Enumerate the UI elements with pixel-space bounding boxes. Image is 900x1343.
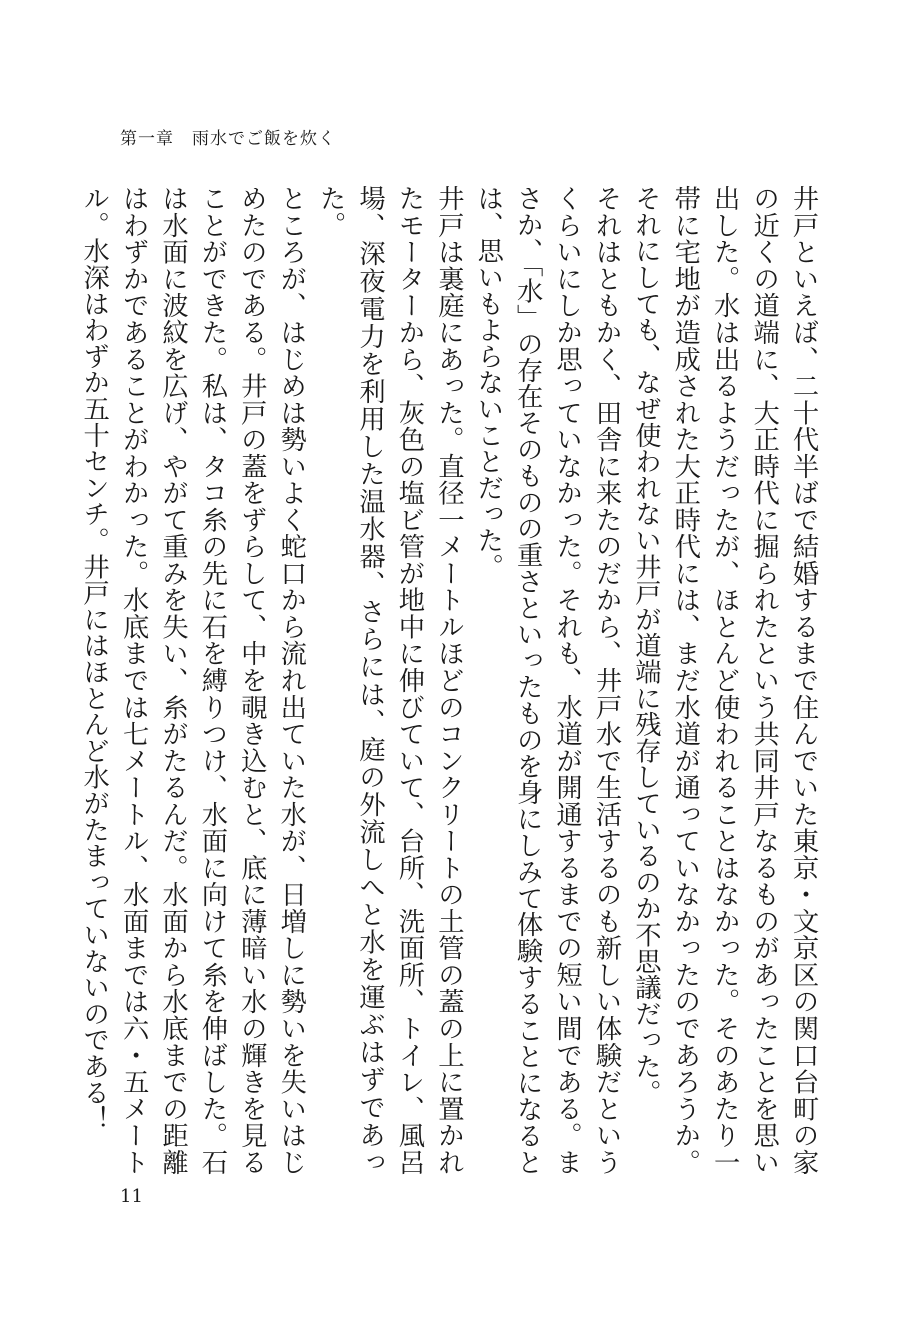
- paragraph: 井戸といえば、二十代半ばで結婚するまで住んでいた東京・文京区の関口台町の家の近くの道端に、大正時代に掘られたという共同井戸なるものがあったことを思い出した。水は出るようだったが、ほとんど使われることはなかった。そのあたり一帯に宅地が造成された大正時代には、まだ水道が通っていなかったのであろうか。それにしても、なぜ使われない井戸が道端に残存しているのか不思議だった。: [630, 185, 818, 1175]
- running-head: 第一章 雨水でご飯を炊く: [120, 129, 336, 149]
- page-number: 11: [120, 1186, 143, 1207]
- paragraph: ところが、はじめは勢いよく蛇口から流れ出ていた水が、日増しに勢いを失いはじめたのである。井戸の蓋をずらして、中を覗き込むと、底に薄暗い水の輝きを見ることができた。私は、タコ糸の先に石を縛りつけ、水面に向けて糸を伸ばした。石は水面に波紋を広げ、やがて重みを失い、糸がたるんだ。水面から水底までの距離はわずかであることがわかった。水底までは七メートル、水面までは六・五メートル。水深はわずか五十センチ。井戸にはほとんど水がたまっていないのである！: [78, 185, 306, 1175]
- paragraph: 井戸は裏庭にあった。直径一メートルほどのコンクリートの土管の蓋の上に置かれたモーターから、灰色の塩ビ管が地中に伸びていて、台所、洗面所、トイレ、風呂場、深夜電力を利用した温水器、さらには、庭の外流しへと水を運ぶはずであった。: [315, 185, 464, 1175]
- paragraph: それはともかく、田舎に来たのだから、井戸水で生活するのも新しい体験だというくらいにしか思っていなかった。それも、水道が開通するまでの短い間である。まさか、「水」の存在そのものの重さといったものを身にしみて体験することになるとは、思いもよらないことだった。: [472, 185, 621, 1175]
- body-text: [78, 185, 822, 1175]
